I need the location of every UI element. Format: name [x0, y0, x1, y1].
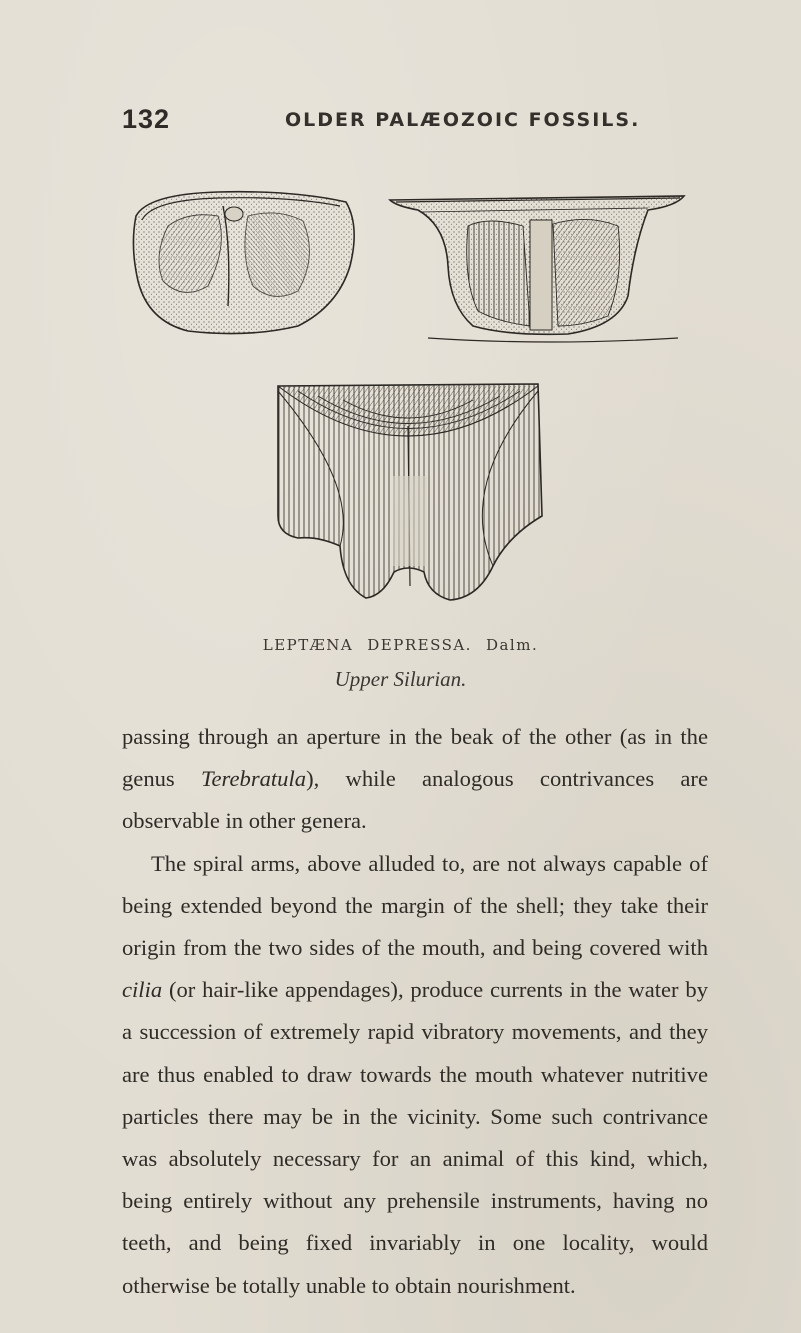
fossil-left-valve: [133, 192, 354, 334]
fossil-exterior-view: [278, 384, 542, 600]
caption-genus: LEPTÆNA: [262, 636, 354, 654]
caption-subtitle: Upper Silurian.: [334, 667, 467, 691]
fossil-illustration: [128, 186, 688, 616]
paragraph-2: The spiral arms, above alluded to, are not always capable of being extended beyond the margin of the shell; they take their origin from the two sides of the mouth, and being covered with cilia (or hair-like appendages), produce currents in the water by a succession of extremely rapid vibratory movements, and they are thus enabled to draw towards the mouth whatever nutritive particles there may be in the vicinity. Some such contrivance was absolutely necessary for an animal of this kind, which, being entirely without any prehensile instruments, having no teeth, and being fixed invariably in one locality, would otherwise be totally unable to obtain nourishment.: [122, 850, 708, 1298]
body-text: [122, 716, 708, 1307]
page-number: 132: [122, 104, 171, 134]
paragraph-1: passing through an aperture in the beak of the other (as in the genus Terebratula), while analogous contrivances are observable in other genera.: [122, 724, 708, 834]
page-header: [122, 104, 682, 138]
caption-species: DEPRESSA.: [367, 636, 472, 654]
cilia-term: cilia: [122, 977, 163, 1003]
fossil-right-valve: [390, 196, 684, 342]
caption-author: Dalm.: [485, 636, 539, 654]
figure-caption: [0, 636, 801, 654]
running-head: OLDER PALÆOZOIC FOSSILS.: [285, 109, 641, 131]
genus-name: Terebratula: [201, 766, 307, 792]
